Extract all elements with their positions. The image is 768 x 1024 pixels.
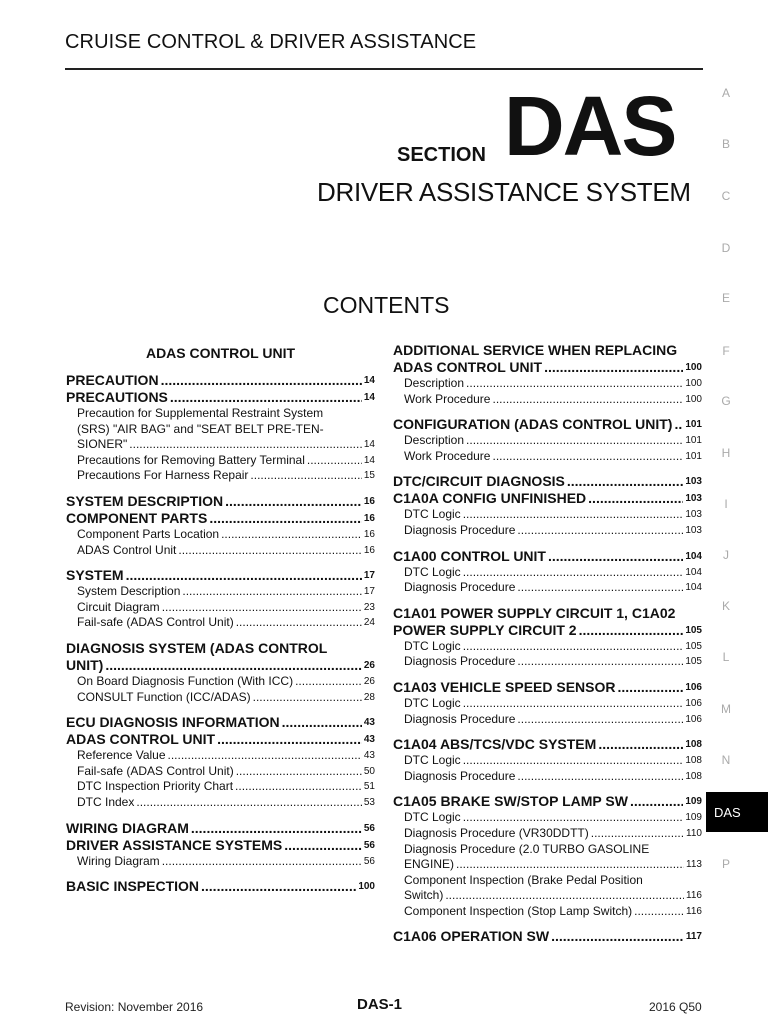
- toc-subentry[interactable]: [66, 406, 375, 453]
- dot-leader: [463, 565, 684, 581]
- toc-subentry[interactable]: [393, 639, 702, 655]
- toc-section-entry[interactable]: [66, 640, 375, 674]
- toc-subentry[interactable]: [393, 753, 702, 769]
- toc-entry-label: C1A05 BRAKE SW/STOP LAMP SW: [393, 793, 628, 810]
- toc-entry-label: Diagnosis Procedure (VR30DDTT): [404, 825, 589, 840]
- dot-leader: [456, 857, 684, 873]
- toc-page-number: 104: [685, 566, 702, 578]
- toc-entry-label: UNIT): [66, 656, 104, 673]
- toc-page-number: 103: [685, 493, 702, 505]
- dot-leader: [445, 888, 684, 904]
- section-word: SECTION: [397, 144, 486, 166]
- toc-subentry[interactable]: [393, 810, 702, 826]
- toc-entry-line: Diagnosis Procedure (2.0 TURBO GASOLINE: [404, 841, 650, 856]
- toc-entry-line: (SRS) "AIR BAG" and "SEAT BELT PRE-TEN-: [77, 421, 324, 436]
- toc-entry-label: ADAS CONTROL UNIT: [66, 731, 216, 748]
- toc-subentry[interactable]: [393, 826, 702, 842]
- dot-leader: [236, 764, 362, 780]
- toc-entry-label: PRECAUTIONS: [66, 389, 168, 405]
- toc-page-number: 16: [363, 512, 375, 524]
- dot-leader: [126, 567, 362, 584]
- toc-entry-label: Diagnosis Procedure: [404, 654, 516, 669]
- toc-page-number: 17: [363, 586, 375, 598]
- toc-entry-label: C1A00 CONTROL UNIT: [393, 547, 546, 564]
- dot-leader: [492, 392, 683, 408]
- toc-subentry[interactable]: [393, 580, 702, 596]
- toc-page-number: 100: [685, 362, 702, 373]
- footer-model: 2016 Q50: [649, 1000, 702, 1014]
- toc-entry-label: C1A06 OPERATION SW: [393, 928, 550, 945]
- section-index-letter[interactable]: J: [723, 548, 729, 562]
- toc-entry-last-line: [393, 359, 702, 376]
- dot-leader: [517, 580, 683, 596]
- toc-section-entry[interactable]: [393, 473, 702, 490]
- toc-page-number: 110: [686, 827, 702, 839]
- toc-page-number: 103: [685, 524, 702, 536]
- toc-entry-label: DTC Logic: [404, 753, 461, 768]
- dot-leader: [634, 904, 684, 920]
- dot-leader: [544, 359, 683, 376]
- toc-section-entry[interactable]: [393, 793, 702, 810]
- toc-entry-label: DTC Logic: [404, 695, 461, 710]
- dot-leader: [463, 810, 684, 826]
- toc-section-entry[interactable]: [66, 493, 375, 510]
- section-tab-das[interactable]: DAS: [706, 792, 768, 832]
- section-index-letter[interactable]: H: [721, 446, 731, 460]
- section-index-letter[interactable]: D: [721, 241, 731, 255]
- toc-subentry[interactable]: [66, 600, 375, 616]
- toc-column-heading: ADAS CONTROL UNIT: [145, 345, 296, 361]
- toc-page-number: 106: [685, 681, 702, 693]
- toc-page-number: 16: [363, 528, 375, 540]
- toc-subentry[interactable]: [66, 468, 375, 484]
- manual-header-title: CRUISE CONTROL & DRIVER ASSISTANCE: [65, 31, 477, 53]
- dot-leader: [579, 622, 684, 639]
- toc-subentry[interactable]: [393, 433, 702, 449]
- toc-page-number: 100: [685, 378, 702, 389]
- dot-leader: [567, 473, 683, 490]
- toc-subentry[interactable]: [66, 615, 375, 631]
- toc-entry-label: Fail-safe (ADAS Control Unit): [77, 763, 234, 778]
- toc-entry-label: C1A04 ABS/TCS/VDC SYSTEM: [393, 736, 597, 753]
- toc-page-number: 106: [685, 713, 702, 725]
- toc-section-entry[interactable]: [66, 837, 375, 854]
- toc-subentry[interactable]: [393, 507, 702, 523]
- dot-leader: [517, 654, 683, 670]
- section-index-letter[interactable]: P: [721, 857, 730, 871]
- dot-leader: [221, 527, 362, 543]
- toc-page-number: 101: [685, 435, 702, 447]
- toc-section-entry[interactable]: [393, 928, 702, 945]
- dot-leader: [129, 437, 362, 453]
- toc-page-number: 23: [363, 601, 375, 613]
- toc-entry-label: DTC Logic: [404, 810, 461, 825]
- toc-entry-line: ADDITIONAL SERVICE WHEN REPLACING: [393, 342, 678, 358]
- dot-leader: [105, 657, 362, 674]
- toc-entry-label: Reference Value: [77, 748, 166, 763]
- toc-page-number: 56: [363, 822, 375, 834]
- toc-entry-label: C1A0A CONFIG UNFINISHED: [393, 490, 587, 507]
- dot-leader: [161, 372, 362, 389]
- dot-leader: [253, 690, 362, 706]
- toc-entry-label: Wiring Diagram: [77, 853, 160, 868]
- toc-subentry[interactable]: [66, 527, 375, 543]
- dot-leader: [307, 453, 362, 469]
- section-index-letter[interactable]: C: [721, 189, 731, 203]
- toc-section-entry[interactable]: [66, 878, 375, 895]
- toc-entry-label: SYSTEM DESCRIPTION: [66, 492, 224, 509]
- dot-leader: [466, 433, 683, 449]
- toc-page-number: 26: [363, 675, 375, 687]
- toc-section-entry[interactable]: [393, 490, 702, 507]
- toc-subentry[interactable]: [393, 769, 702, 785]
- dot-leader: [250, 468, 361, 484]
- toc-entry-label: Diagnosis Procedure: [404, 768, 516, 783]
- toc-page-number: 15: [363, 470, 375, 482]
- toc-entry-label: ECU DIAGNOSIS INFORMATION: [66, 714, 280, 731]
- toc-entry-label: Switch): [404, 888, 444, 903]
- toc-entry-label: C1A03 VEHICLE SPEED SENSOR: [393, 678, 616, 695]
- toc-entry-last-line: [66, 657, 375, 674]
- dot-leader: [162, 854, 362, 870]
- toc-right-column: [393, 342, 702, 945]
- toc-section-entry[interactable]: [66, 389, 375, 406]
- toc-subentry[interactable]: [66, 854, 375, 870]
- toc-section-entry[interactable]: [393, 548, 702, 565]
- section-index-letter[interactable]: G: [721, 394, 731, 408]
- toc-page-number: 103: [685, 509, 702, 521]
- toc-left-column: [66, 342, 375, 895]
- dot-leader: [630, 793, 683, 810]
- toc-subentry[interactable]: [393, 842, 702, 873]
- toc-page-number: 53: [363, 796, 375, 808]
- dot-leader: [209, 510, 362, 527]
- dot-leader: [217, 731, 362, 748]
- toc-page-number: 43: [363, 750, 375, 762]
- section-index-letter[interactable]: I: [724, 497, 728, 511]
- toc-entry-line: DIAGNOSIS SYSTEM (ADAS CONTROL: [66, 639, 328, 656]
- toc-page-number: 56: [363, 855, 375, 867]
- toc-section-entry[interactable]: [66, 714, 375, 731]
- toc-subentry[interactable]: [393, 376, 702, 392]
- dot-leader: [282, 714, 362, 731]
- toc-page-number: 108: [685, 755, 702, 767]
- toc-entry-label: Fail-safe (ADAS Control Unit): [77, 615, 234, 630]
- toc-page-number: 104: [685, 582, 702, 594]
- toc-page-number: 26: [363, 659, 375, 671]
- contents-title: CONTENTS: [323, 292, 450, 318]
- toc-page-number: 101: [685, 419, 702, 431]
- dot-leader: [591, 826, 684, 842]
- toc-entry-label: PRECAUTION: [66, 372, 159, 388]
- footer-revision: Revision: November 2016: [65, 1000, 204, 1014]
- toc-entry-line: C1A01 POWER SUPPLY CIRCUIT 1, C1A02: [393, 604, 676, 621]
- toc-subentry[interactable]: [66, 779, 375, 795]
- toc-entry-label: Diagnosis Procedure: [404, 580, 516, 595]
- toc-page-number: 14: [363, 439, 375, 451]
- toc-entry-last-line: [393, 622, 702, 639]
- toc-entry-label: ADAS CONTROL UNIT: [393, 359, 543, 375]
- dot-leader: [463, 753, 684, 769]
- toc-page-number: 108: [685, 739, 702, 751]
- section-index-letter[interactable]: B: [721, 137, 730, 151]
- toc-subentry[interactable]: [393, 565, 702, 581]
- toc-entry-last-line: [404, 888, 702, 904]
- toc-page-number: 43: [363, 734, 375, 746]
- toc-section-entry[interactable]: [66, 731, 375, 748]
- toc-subentry[interactable]: [393, 712, 702, 728]
- toc-entry-label: System Description: [77, 584, 181, 599]
- footer-page-number: DAS-1: [357, 996, 403, 1013]
- section-index-letter[interactable]: E: [721, 291, 730, 305]
- dot-leader: [463, 696, 684, 712]
- toc-page-number: 16: [363, 544, 375, 556]
- toc-entry-line: Component Inspection (Brake Pedal Position: [404, 872, 643, 887]
- toc-page-number: 103: [685, 476, 702, 488]
- toc-page-number: 104: [685, 550, 702, 562]
- dot-leader: [551, 928, 684, 945]
- toc-subentry[interactable]: [66, 795, 375, 811]
- toc-page-number: 50: [363, 765, 375, 777]
- toc-subentry[interactable]: [393, 696, 702, 712]
- toc-entry-label: COMPONENT PARTS: [66, 509, 208, 526]
- toc-entry-label: DTC Inspection Priority Chart: [77, 779, 234, 794]
- toc-entry-label: DTC/CIRCUIT DIAGNOSIS: [393, 473, 565, 490]
- toc-entry-last-line: [404, 857, 702, 873]
- section-index-letter[interactable]: A: [721, 86, 730, 100]
- dot-leader: [236, 615, 362, 631]
- toc-page-number: 109: [685, 812, 702, 824]
- dot-leader: [517, 769, 683, 785]
- toc-page-number: 14: [363, 375, 375, 386]
- toc-subentry[interactable]: [393, 873, 702, 904]
- toc-subentry[interactable]: [66, 690, 375, 706]
- toc-page-number: 14: [363, 392, 375, 403]
- dot-leader: [492, 449, 683, 465]
- toc-entry-label: Work Procedure: [404, 448, 491, 463]
- header-divider: [65, 68, 703, 70]
- toc-subentry[interactable]: [66, 543, 375, 559]
- toc-page-number: 117: [685, 931, 702, 943]
- dot-leader: [463, 639, 684, 655]
- toc-subentry[interactable]: [393, 654, 702, 670]
- toc-page-number: 24: [363, 617, 375, 629]
- toc-page-number: 113: [686, 859, 702, 871]
- toc-subentry[interactable]: [393, 449, 702, 465]
- dot-leader: [168, 748, 362, 764]
- toc-entry-label: Component Parts Location: [77, 526, 220, 541]
- toc-entry-label: POWER SUPPLY CIRCUIT 2: [393, 621, 577, 638]
- toc-entry-label: Precautions for Removing Battery Terminal: [77, 452, 305, 467]
- toc-entry-label: DTC Index: [77, 794, 135, 809]
- dot-leader: [284, 837, 362, 854]
- toc-entry-label: CONFIGURATION (ADAS CONTROL UNIT): [393, 416, 673, 433]
- section-code: DAS: [504, 79, 676, 173]
- toc-entry-last-line: [77, 437, 375, 453]
- toc-page-number: 43: [363, 717, 375, 729]
- section-index-letter[interactable]: L: [722, 650, 730, 664]
- toc-page-number: 105: [685, 624, 702, 636]
- dot-leader: [598, 736, 683, 753]
- dot-leader: [588, 490, 683, 507]
- toc-page-number: 105: [685, 640, 702, 652]
- toc-section-entry[interactable]: [393, 342, 702, 376]
- toc-entry-label: DTC Logic: [404, 507, 461, 522]
- toc-page-number: 100: [685, 393, 702, 405]
- toc-entry-label: SIONER": [77, 437, 128, 452]
- toc-page-number: 16: [363, 495, 375, 507]
- dot-leader: [162, 600, 362, 616]
- section-index-letter[interactable]: N: [721, 753, 731, 767]
- toc-page-number: 106: [685, 697, 702, 709]
- toc-entry-label: DRIVER ASSISTANCE SYSTEMS: [66, 836, 283, 853]
- toc-entry-label: Description: [404, 376, 465, 390]
- toc-page-number: 101: [685, 450, 702, 462]
- section-index-letter[interactable]: K: [721, 599, 730, 613]
- toc-entry-label: Precautions For Harness Repair: [77, 468, 249, 483]
- toc-entry-line: Precaution for Supplemental Restraint System: [77, 406, 324, 420]
- toc-entry-label: WIRING DIAGRAM: [66, 819, 189, 836]
- dot-leader: [136, 795, 362, 811]
- dot-leader: [618, 679, 684, 696]
- toc-subentry[interactable]: [393, 523, 702, 539]
- toc-entry-label: Description: [404, 433, 465, 448]
- toc-entry-label: Work Procedure: [404, 391, 491, 406]
- toc-entry-label: SYSTEM: [66, 567, 124, 584]
- toc-page-number: 14: [363, 454, 375, 466]
- toc-page-number: 108: [685, 770, 702, 782]
- toc-entry-label: DTC Logic: [404, 564, 461, 579]
- toc-section-entry[interactable]: [393, 605, 702, 639]
- toc-entry-label: Component Inspection (Stop Lamp Switch): [404, 903, 633, 918]
- dot-leader: [201, 878, 356, 895]
- dot-leader: [170, 389, 362, 406]
- toc-page-number: 116: [686, 905, 702, 917]
- section-name: DRIVER ASSISTANCE SYSTEM: [317, 177, 691, 207]
- toc-page-number: 116: [686, 890, 702, 902]
- toc-page-number: 100: [358, 881, 375, 893]
- dot-leader: [548, 548, 683, 565]
- dot-leader: [225, 493, 362, 510]
- toc-entry-label: Circuit Diagram: [77, 599, 160, 614]
- toc-entry-label: Diagnosis Procedure: [404, 711, 516, 726]
- toc-page-number: 56: [363, 839, 375, 851]
- toc-section-entry[interactable]: [393, 679, 702, 696]
- toc-subentry[interactable]: [393, 904, 702, 920]
- dot-leader: [674, 416, 683, 433]
- dot-leader: [235, 779, 362, 795]
- toc-page-number: 105: [685, 656, 702, 668]
- dot-leader: [295, 674, 362, 690]
- toc-entry-label: BASIC INSPECTION: [66, 878, 200, 895]
- dot-leader: [517, 712, 683, 728]
- toc-page-number: 28: [363, 691, 375, 703]
- toc-subentry[interactable]: [393, 392, 702, 408]
- toc-entry-label: DTC Logic: [404, 638, 461, 653]
- toc-section-entry[interactable]: [66, 567, 375, 584]
- dot-leader: [463, 507, 684, 523]
- toc-entry-label: Diagnosis Procedure: [404, 522, 516, 537]
- toc-section-entry[interactable]: [393, 416, 702, 433]
- toc-entry-label: CONSULT Function (ICC/ADAS): [77, 689, 251, 704]
- section-index-letter[interactable]: M: [721, 702, 731, 716]
- toc-entry-label: ADAS Control Unit: [77, 542, 177, 557]
- toc-page-number: 51: [363, 781, 375, 793]
- toc-subentry[interactable]: [66, 584, 375, 600]
- toc-entry-label: On Board Diagnosis Function (With ICC): [77, 673, 294, 688]
- dot-leader: [517, 523, 683, 539]
- toc-section-entry[interactable]: [66, 510, 375, 527]
- dot-leader: [182, 584, 362, 600]
- toc-subentry[interactable]: [66, 453, 375, 469]
- toc-section-entry[interactable]: [66, 372, 375, 389]
- toc-subentry[interactable]: [66, 764, 375, 780]
- toc-subentry[interactable]: [66, 748, 375, 764]
- toc-entry-label: ENGINE): [404, 857, 455, 872]
- toc-subentry[interactable]: [66, 674, 375, 690]
- dot-leader: [466, 376, 683, 392]
- toc-section-entry[interactable]: [393, 736, 702, 753]
- toc-page-number: 17: [363, 570, 375, 582]
- dot-leader: [178, 543, 362, 559]
- dot-leader: [191, 820, 362, 837]
- toc-page-number: 109: [685, 796, 702, 808]
- toc-section-entry[interactable]: [66, 820, 375, 837]
- section-index-letter[interactable]: F: [722, 344, 730, 358]
